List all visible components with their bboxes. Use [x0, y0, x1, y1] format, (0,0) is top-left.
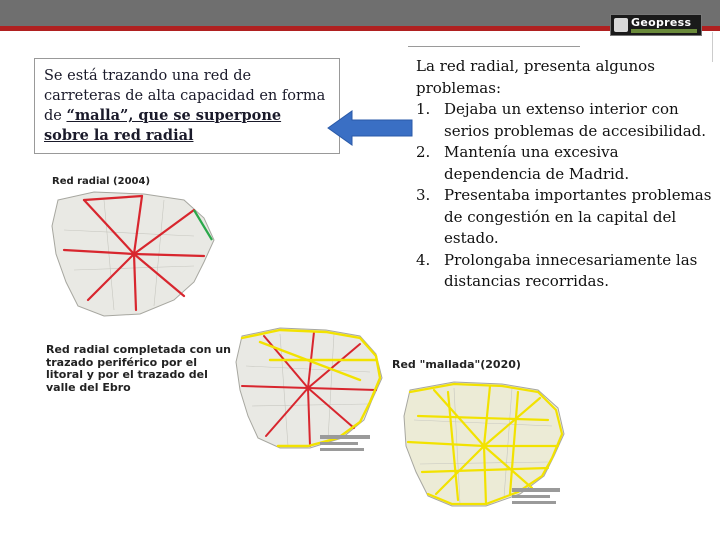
callout-emphasis: “malla”, que se superpone sobre la red radial — [44, 107, 282, 144]
logo-mark-icon — [614, 18, 628, 32]
map1-title: Red radial (2004) — [52, 176, 151, 187]
callout-text: Se está trazando una red de carreteras de alta capacidad en forma de — [44, 68, 326, 124]
problem-item: 4. Prolongaba innecesariamente las distancias recorridas. — [416, 250, 698, 290]
problem-item: 3. Presentaba importantes problemas de congestión en la capital del estado. — [416, 186, 712, 247]
problem-item: 2. Mantenía una excesiva dependencia de Madrid. — [416, 143, 630, 183]
map-red-mallada-2020 — [398, 376, 574, 514]
map-red-radial-completada — [230, 320, 392, 465]
map2-title: Red radial completada con un trazado periférico por el litoral y por el trazado del valle del Ebro — [46, 343, 232, 394]
map3-title: Red "mallada"(2020) — [392, 358, 521, 371]
callout-box — [34, 58, 340, 154]
problem-item: 1. Dejaba un extenso interior con serios problemas de accesibilidad. — [416, 100, 707, 140]
problems-intro: La red radial, presenta algunos problemas: — [416, 57, 655, 97]
geopress-logo — [610, 14, 702, 36]
logo-text: Geopress — [631, 16, 692, 29]
left-arrow-icon — [326, 108, 414, 148]
logo-subline — [631, 29, 697, 33]
header-rule — [408, 46, 580, 47]
map-red-radial-2004 — [44, 170, 230, 330]
problems-list — [416, 56, 716, 293]
